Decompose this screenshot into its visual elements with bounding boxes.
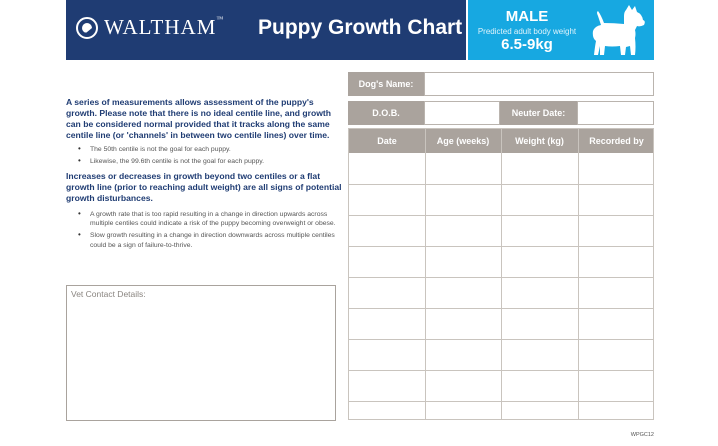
header-weight-kg: Weight (kg) bbox=[515, 136, 564, 146]
column-divider bbox=[578, 129, 579, 419]
neuter-date-field[interactable] bbox=[577, 101, 654, 125]
intro-paragraph: A series of measurements allows assessment of the puppy's growth. Please note that there is no ideal centile line, and growth can be considered normal provided that it tracks along the same centile line (or 'channels' in between two centile lines) over time. bbox=[66, 97, 332, 140]
header-banner bbox=[66, 0, 466, 60]
header-recorded-by: Recorded by bbox=[589, 136, 644, 146]
centile-notes-list bbox=[78, 145, 338, 169]
dogs-name-field[interactable] bbox=[424, 72, 654, 96]
column-divider bbox=[425, 129, 426, 419]
row-divider bbox=[349, 184, 653, 185]
list-item: • Likewise, the 99.6th centile is not the goal for each puppy. bbox=[78, 157, 338, 166]
vet-contact-box[interactable] bbox=[66, 285, 336, 421]
form-code: WPGC12 bbox=[630, 432, 654, 438]
weight-caption: Predicted adult body weight bbox=[477, 27, 577, 36]
weight-range: 6.5-9kg bbox=[501, 36, 553, 53]
chart-title: Puppy Growth Chart bbox=[258, 16, 463, 39]
sex-label: MALE bbox=[505, 8, 549, 25]
header-date: Date bbox=[377, 136, 397, 146]
dogs-name-label: Dog's Name: bbox=[348, 72, 424, 96]
growth-disturbance-heading: Increases or decreases in growth beyond two centiles or a flat growth line (prior to reaching adult weight) are all signs of potential growth disturbances. bbox=[66, 171, 342, 203]
list-item: • A growth rate that is too rapid resulting in a change in direction upwards across multiple centiles could indicate a risk of the puppy becoming overweight or obese. bbox=[78, 210, 338, 228]
dob-field[interactable] bbox=[424, 101, 500, 125]
list-item: • The 50th centile is not the goal for each puppy. bbox=[78, 145, 338, 154]
column-divider bbox=[501, 129, 502, 419]
sex-weight-panel bbox=[468, 0, 654, 60]
growth-signs-list bbox=[78, 210, 338, 253]
dob-label: D.O.B. bbox=[348, 101, 424, 125]
waltham-emblem-icon bbox=[76, 17, 98, 39]
dog-silhouette-icon bbox=[586, 4, 650, 58]
neuter-date-label: Neuter Date: bbox=[500, 101, 577, 125]
growth-record-table bbox=[348, 128, 654, 420]
row-divider bbox=[349, 401, 653, 402]
brand-logo bbox=[76, 15, 224, 40]
brand-name: WALTHAM™ bbox=[104, 15, 225, 39]
row-divider bbox=[349, 215, 653, 216]
row-divider bbox=[349, 339, 653, 340]
list-item: • Slow growth resulting in a change in direction downwards across multiple centiles could be a sign of failure-to-thrive. bbox=[78, 231, 338, 249]
header-age-weeks: Age (weeks) bbox=[436, 136, 490, 146]
row-divider bbox=[349, 277, 653, 278]
row-divider bbox=[349, 246, 653, 247]
vet-contact-label: Vet Contact Details: bbox=[71, 289, 146, 299]
row-divider bbox=[349, 370, 653, 371]
row-divider bbox=[349, 308, 653, 309]
trademark-mark: ™ bbox=[216, 15, 225, 23]
